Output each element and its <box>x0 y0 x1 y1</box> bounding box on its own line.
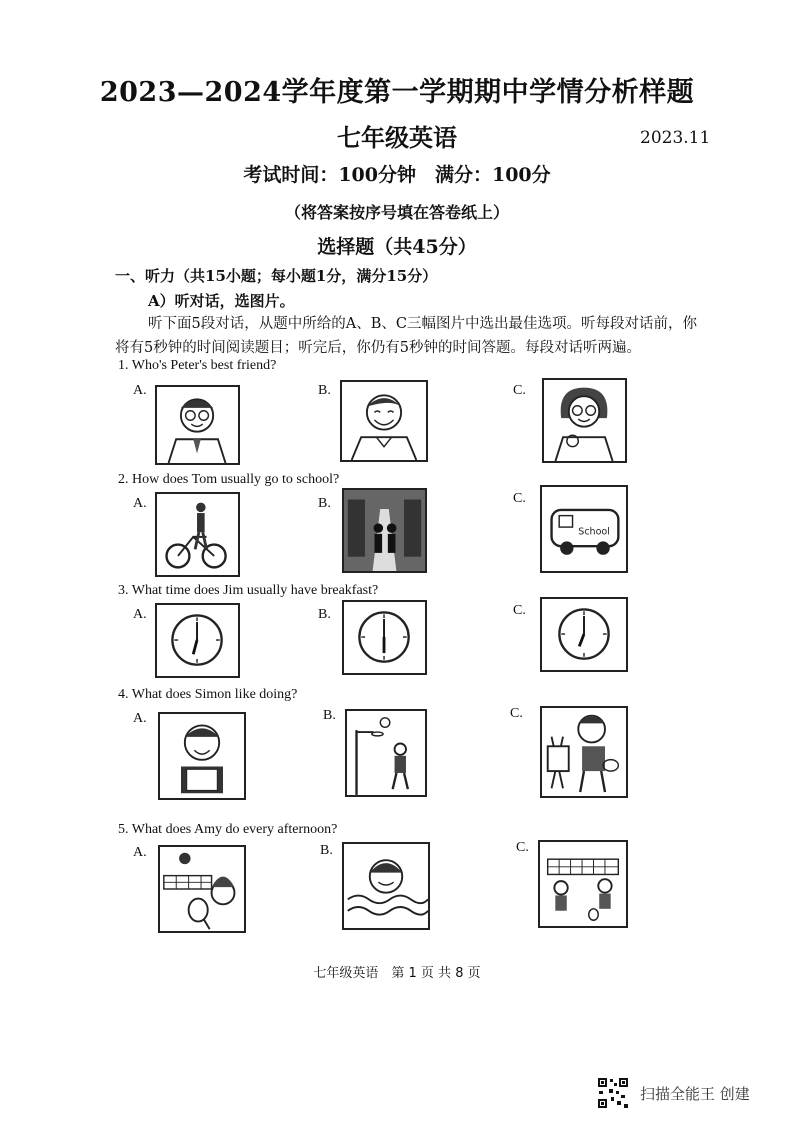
q4-picture-c <box>540 706 628 798</box>
q2-option-c-label: C. <box>513 491 526 506</box>
badminton-icon <box>540 842 626 926</box>
qr-code-icon <box>597 1077 629 1109</box>
q2-picture-a <box>155 492 240 577</box>
q3-option-c-label: C. <box>513 603 526 618</box>
q1-picture-c <box>542 378 627 463</box>
q3-option-b-label: B. <box>318 607 331 622</box>
section-title: 选择题（共45分） <box>317 236 477 258</box>
q1-option-b-label: B. <box>318 383 331 398</box>
clock-icon <box>344 602 425 673</box>
q3-picture-a <box>155 603 240 678</box>
q5-option-c-label: C. <box>516 840 529 855</box>
school-bus-icon <box>542 487 626 571</box>
exam-date: 2023.11 <box>640 128 711 148</box>
q2-option-a-label: A. <box>133 496 147 511</box>
q4-option-a-label: A. <box>133 711 147 726</box>
q5-option-b-label: B. <box>320 843 333 858</box>
q3-picture-c <box>540 597 628 672</box>
part-title: 一、听力（共15小题；每小题1分，满分15分） <box>115 267 438 285</box>
q2-option-b-label: B. <box>318 496 331 511</box>
q3-option-a-label: A. <box>133 607 147 622</box>
q1-option-a-label: A. <box>133 383 147 398</box>
q3-picture-b <box>342 600 427 675</box>
clock-icon <box>157 605 238 676</box>
subpart-title: A）听对话，选图片。 <box>148 292 295 310</box>
smiling-boy-icon <box>342 382 426 460</box>
q1-picture-b <box>340 380 428 462</box>
q5-option-a-label: A. <box>133 845 147 860</box>
q2-picture-c <box>540 485 628 573</box>
q4-option-c-label: C. <box>510 706 523 721</box>
exam-subject: 七年级英语 <box>337 123 457 152</box>
q5-picture-b <box>342 842 430 930</box>
page-footer: 七年级英语 第 1 页 共 8 页 <box>313 966 481 981</box>
question-5-text: 5. What does Amy do every afternoon? <box>118 822 338 837</box>
swimming-icon <box>344 844 428 928</box>
q2-picture-b <box>342 488 427 573</box>
tennis-icon <box>160 847 244 931</box>
bicycle-icon <box>157 494 238 575</box>
question-3-text: 3. What time does Jim usually have breakfast? <box>118 583 379 598</box>
q4-picture-a <box>158 712 246 800</box>
clock-icon <box>542 599 626 670</box>
scanner-brand-text: 扫描全能王 创建 <box>640 1085 750 1103</box>
question-1-text: 1. Who's Peter's best friend? <box>118 358 277 373</box>
q5-picture-a <box>158 845 246 933</box>
reading-icon <box>160 714 244 798</box>
exam-time-info: 考试时间：100分钟 满分：100分 <box>243 164 551 186</box>
q4-option-b-label: B. <box>323 708 336 723</box>
listening-directions: 听下面5段对话，从题中所给的A、B、C三幅图片中选出最佳选项。听每段对话前，你将有5秒钟的时间阅读题目；听完后，你仍有5秒钟的时间答题。每段对话听两遍。 <box>115 316 697 356</box>
bus-sign-text: School <box>578 526 610 538</box>
girl-with-glasses-icon <box>544 380 625 461</box>
boy-with-glasses-icon <box>157 387 238 463</box>
q1-picture-a <box>155 385 240 465</box>
q4-picture-b <box>345 709 427 797</box>
painting-icon <box>542 708 626 796</box>
exam-title: 2023—2024学年度第一学期期中学情分析样题 <box>99 77 695 108</box>
answer-instruction: （将答案按序号填在答卷纸上） <box>284 203 509 222</box>
q5-picture-c <box>538 840 628 928</box>
walking-icon <box>344 490 425 571</box>
basketball-icon <box>347 711 425 795</box>
question-2-text: 2. How does Tom usually go to school? <box>118 472 340 487</box>
q1-option-c-label: C. <box>513 383 526 398</box>
question-4-text: 4. What does Simon like doing? <box>118 687 298 702</box>
